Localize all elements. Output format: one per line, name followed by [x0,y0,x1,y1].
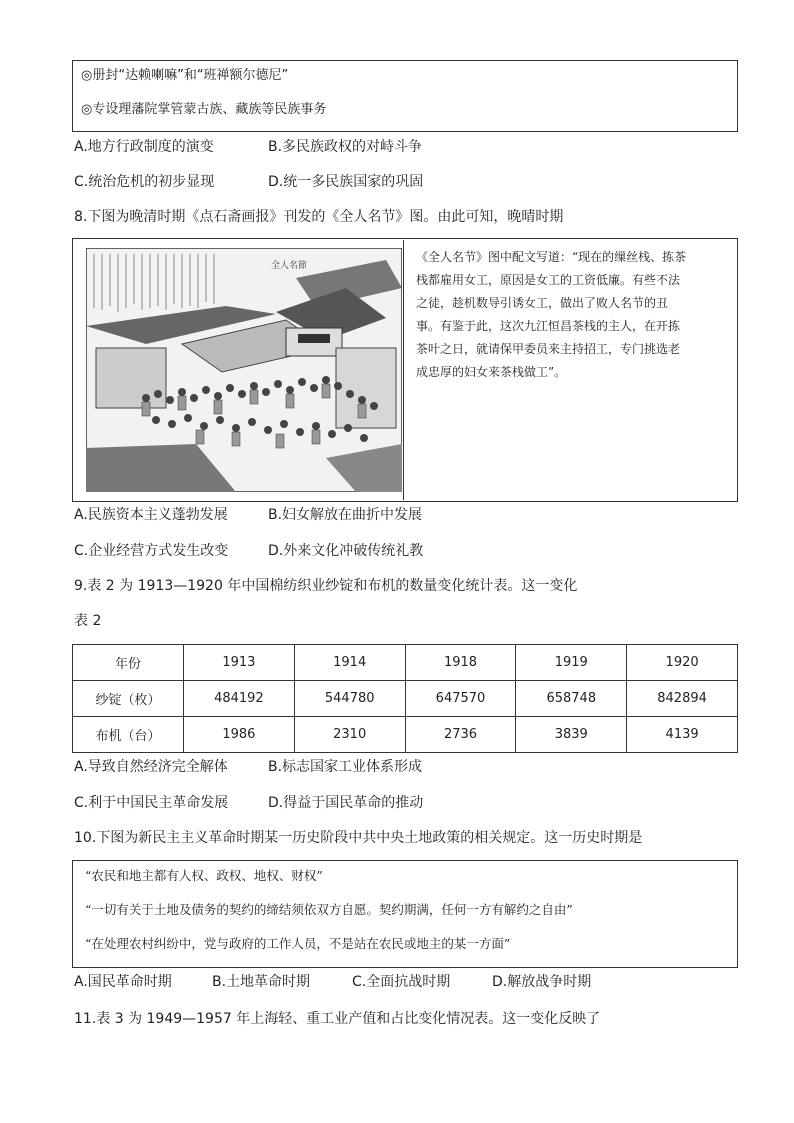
quote-line: “在处理农村纠纷中，党与政府的工作人员，不是站在农民或地主的某一方面” [85,936,511,951]
table-cell: 1918 [405,645,516,681]
table-cell: 1920 [627,645,738,681]
table-row [73,717,738,753]
table-cell: 2310 [294,717,405,753]
table-cell: 1986 [184,717,295,753]
q9-option-c[interactable]: C.利于中国民主革命发展 [74,795,229,811]
table-cell: 484192 [184,681,295,717]
table-row [73,681,738,717]
q8-option-d[interactable]: D.外来文化冲破传统礼教 [268,543,424,559]
table-cell: 842894 [627,681,738,717]
table-cell: 544780 [294,681,405,717]
material-box-1 [72,60,738,132]
caption-line: 事。有鉴于此，这次九江恒昌茶栈的主人，在开拣 [416,319,681,333]
q9-option-b[interactable]: B.标志国家工业体系形成 [268,759,423,775]
q10-option-b[interactable]: B.土地革命时期 [212,974,311,990]
table-cell: 1919 [516,645,627,681]
material-line-2: ◎专设理藩院掌管蒙古族、藏族等民族事务 [81,102,327,117]
q9-stem: 9.表 2 为 1913—1920 年中国棉纺织业纱锭和布机的数量变化统计表。这一变化 [74,578,578,594]
q8-stem: 8.下图为晚清时期《点石斋画报》刊发的《全人名节》图。由此可知，晚晴时期 [74,209,564,225]
q9-table-label: 表 2 [74,613,102,629]
q10-stem: 10.下图为新民主主义革命时期某一历史阶段中共中央土地政策的相关规定。这一历史时期是 [74,830,643,846]
table-cell: 3839 [516,717,627,753]
q10-option-d[interactable]: D.解放战争时期 [492,974,592,990]
quote-line: “一切有关于土地及债务的契约的缔结须依双方自愿。契约期满，任何一方有解约之自由” [85,902,573,917]
caption-line: 之徒，趁机数导引诱女工，做出了败人名节的丑 [416,296,669,310]
table-cell: 年份 [73,645,184,681]
q11-stem: 11.表 3 为 1949—1957 年上海轻、重工业产值和占比变化情况表。这一变化反映了 [74,1011,601,1027]
quote-line: “农民和地主都有人权、政权、地权、财权” [85,868,323,883]
table-cell: 2736 [405,717,516,753]
q8-caption [416,246,732,384]
table-cell: 1914 [294,645,405,681]
table-cell: 647570 [405,681,516,717]
table-cell: 658748 [516,681,627,717]
illustration-image [86,248,402,492]
table-cell: 布机（台） [73,717,184,753]
table-cell: 4139 [627,717,738,753]
caption-line: 栈都雇用女工，原因是女工的工资低廉。有些不法 [416,273,681,287]
q8-option-a[interactable]: A.民族资本主义蓬勃发展 [74,507,228,523]
q7-option-d[interactable]: D.统一多民族国家的巩固 [268,174,424,190]
q7-option-a[interactable]: A.地方行政制度的演变 [74,139,214,155]
q10-option-a[interactable]: A.国民革命时期 [74,974,172,990]
q10-quote-box [72,860,738,968]
q7-option-c[interactable]: C.统治危机的初步显现 [74,174,215,190]
illustration-title: 全人名節 [271,261,308,271]
caption-line: 《全人名节》图中配文写道：“现在的缫丝栈、拣茶 [416,250,687,264]
table-cell: 纱锭（枚） [73,681,184,717]
table-header-row [73,645,738,681]
q10-option-c[interactable]: C.全面抗战时期 [352,974,451,990]
q9-option-d[interactable]: D.得益于国民革命的推动 [268,795,424,811]
q8-option-b[interactable]: B.妇女解放在曲折中发展 [268,507,423,523]
caption-line: 茶叶之日，就请保甲委员来主持招工，专门挑选老 [416,342,681,356]
caption-line: 成忠厚的妇女来茶栈做工”。 [416,365,567,379]
table-cell: 1913 [184,645,295,681]
material-line-1: ◎册封“达赖喇嘛”和“班禅额尔德尼” [81,68,289,83]
q8-option-c[interactable]: C.企业经营方式发生改变 [74,543,229,559]
q9-option-a[interactable]: A.导致自然经济完全解体 [74,759,228,775]
q8-illustration-frame [74,240,404,500]
data-table [72,644,738,753]
q7-option-b[interactable]: B.多民族政权的对峙斗争 [268,139,423,155]
